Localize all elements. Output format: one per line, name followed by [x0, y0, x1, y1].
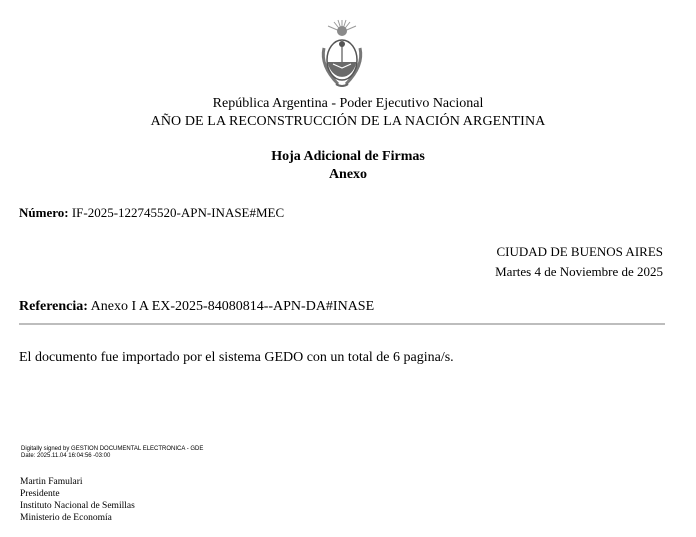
digital-signature-stamp	[21, 446, 203, 460]
digital-signature-line-2: Date: 2025.11.04 16:04:56 -03:00	[21, 453, 111, 459]
location-date: Martes 4 de Noviembre de 2025	[495, 264, 663, 279]
signer-institution: Instituto Nacional de Semillas	[20, 501, 135, 511]
numero-label: Número:	[19, 205, 69, 220]
signer-name: Martin Famulari	[20, 477, 83, 487]
header-line-2: AÑO DE LA RECONSTRUCCIÓN DE LA NACIÓN ARGENTINA	[150, 114, 546, 129]
referencia-row	[19, 299, 374, 315]
body-text: El documento fue importado por el sistema GEDO con un total de 6 pagina/s.	[19, 350, 454, 365]
digital-signature-line-1: Digitally signed by GESTION DOCUMENTAL ELECTRONICA - GDE	[21, 446, 204, 452]
header-line-1: República Argentina - Poder Ejecutivo Nacional	[212, 96, 484, 111]
referencia-value: Anexo I A EX-2025-84080814--APN-DA#INASE	[90, 299, 375, 314]
signer-role: Presidente	[20, 489, 60, 499]
location-city: CIUDAD DE BUENOS AIRES	[496, 244, 663, 259]
coat-of-arms-icon	[318, 18, 366, 90]
referencia-label: Referencia:	[19, 299, 88, 314]
numero-value: IF-2025-122745520-APN-INASE#MEC	[71, 205, 285, 220]
signer-ministry: Ministerio de Economía	[20, 513, 112, 523]
document-subtitle: Anexo	[328, 167, 368, 182]
divider	[19, 323, 665, 325]
numero-row	[19, 205, 284, 221]
signer-block	[20, 476, 135, 524]
document-title: Hoja Adicional de Firmas	[271, 149, 425, 164]
